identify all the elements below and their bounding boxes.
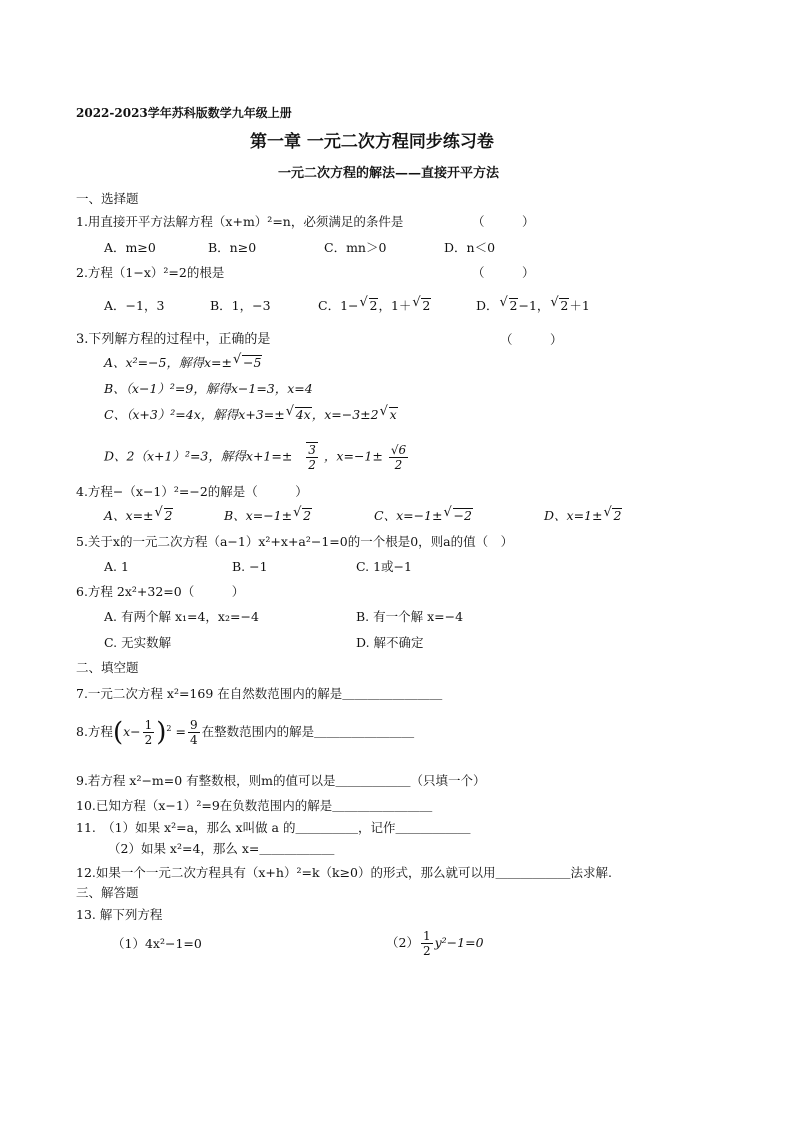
- q3-stem: 3.下列解方程的过程中，正确的是: [76, 332, 271, 347]
- q13-fraction: $\frac{1}{2}$: [422, 929, 431, 958]
- q3-option-d: D、2（x+1）²=3，解得x+1=± $\frac{3}{2}$ ，x=−1± $\frac{√6}{2}$: [104, 442, 407, 472]
- q3-option-b: B、（x−1）²=9，解得x−1=3，x=4: [104, 381, 313, 396]
- q2-stem: 2.方程（1−x）²=2的根是: [76, 265, 225, 280]
- q7-text: 7.一元二次方程 x²=169 在自然数范围内的解是＿＿＿＿＿＿＿＿: [76, 686, 443, 701]
- q2-paren: （ ）: [472, 265, 535, 280]
- q5-option-a: A. 1: [104, 559, 129, 574]
- q4-stem: 4.方程−（x−1）²=−2的解是（ ）: [76, 484, 308, 499]
- q3-d-fraction-1: $\frac{3}{2}$: [308, 443, 316, 472]
- q2-option-c: C．1−√ 2，1＋√ 2: [318, 297, 431, 315]
- q6-stem: 6.方程 2x²+32=0（ ）: [76, 584, 245, 599]
- q5-option-c: C. 1或−1: [356, 559, 412, 574]
- part2-heading: 二、填空题: [76, 660, 139, 675]
- document-subtitle: 2022-2023学年苏科版数学九年级上册: [76, 106, 292, 120]
- document-title: 第一章 一元二次方程同步练习卷: [250, 132, 494, 152]
- q12-text: 12.如果一个一元二次方程具有（x+h）²=k（k≥0）的形式，那么就可以用＿＿＿＿＿＿法求解.: [76, 865, 612, 880]
- q5-stem: 5.关于x的一元二次方程（a−1）x²+x+a²−1=0的一个根是0，则a的值（ ）: [76, 534, 514, 549]
- q13-text: 13. 解下列方程: [76, 907, 163, 922]
- q6-option-b: B. 有一个解 x=−4: [356, 609, 464, 624]
- q3-paren: （ ）: [500, 332, 563, 347]
- q4-option-b: B、x=−1±√ 2: [224, 507, 312, 525]
- q2-option-d: D．√ 2−1，√ 2＋1: [476, 297, 590, 315]
- q4-option-a: A、x=±√ 2: [104, 507, 173, 525]
- q13-part1: （1）4x²−1=0: [112, 936, 202, 951]
- q10-text: 10.已知方程（x−1）²=9在负数范围内的解是＿＿＿＿＿＿＿＿: [76, 798, 433, 813]
- q1-option-a: A．m≥0: [104, 240, 156, 255]
- q1-option-c: C．mn＞0: [324, 240, 387, 255]
- q2-option-b: B．1，−3: [210, 298, 271, 313]
- q8-fraction-left: $\frac{1}{2}$: [144, 718, 153, 747]
- q2-option-a: A．−1，3: [104, 298, 165, 313]
- q1-option-b: B．n≥0: [208, 240, 257, 255]
- q11a-text: 11. （1）如果 x²=a，那么 x叫做 a 的＿＿＿＿＿，记作＿＿＿＿＿＿: [76, 820, 471, 835]
- q6-option-d: D. 解不确定: [356, 635, 424, 650]
- q8-text: 8.方程(x− $\frac{1}{2}$ )$^2$ = $\frac{9}{4}$ 在整数范围内的解是＿＿＿＿＿＿＿＿: [76, 717, 415, 748]
- q5-option-b: B. −1: [232, 559, 268, 574]
- q1-option-d: D．n＜0: [444, 240, 496, 255]
- part3-heading: 三、解答题: [76, 885, 139, 900]
- q3-option-a: A、x²=−5，解得x=±√ −5: [104, 354, 262, 372]
- q9-text: 9.若方程 x²−m=0 有整数根，则m的值可以是＿＿＿＿＿＿（只填一个）: [76, 773, 486, 788]
- q6-option-a: A. 有两个解 x₁=4，x₂=−4: [104, 609, 259, 624]
- q13-part2: （2） $\frac{1}{2}$ y²−1=0: [386, 929, 484, 958]
- q3-d-fraction-2: $\frac{√6}{2}$: [390, 442, 407, 472]
- q3-option-c: C、（x+3）²=4x，解得x+3=±√ 4x，x=−3±2√ x: [104, 406, 398, 424]
- q4-option-d: D、x=1±√ 2: [544, 507, 622, 525]
- q1-stem: 1.用直接开平方法解方程（x+m）²=n，必须满足的条件是: [76, 214, 404, 229]
- section-title: 一元二次方程的解法——直接开平方法: [278, 166, 500, 181]
- q11b-text: （2）如果 x²=4，那么 x=＿＿＿＿＿＿: [108, 841, 335, 856]
- q4-option-c: C、x=−1±√ −2: [374, 507, 473, 525]
- part1-heading: 一、选择题: [76, 191, 139, 206]
- q1-paren: （ ）: [472, 214, 535, 229]
- q6-option-c: C. 无实数解: [104, 635, 172, 650]
- q8-fraction-right: $\frac{9}{4}$: [189, 718, 198, 747]
